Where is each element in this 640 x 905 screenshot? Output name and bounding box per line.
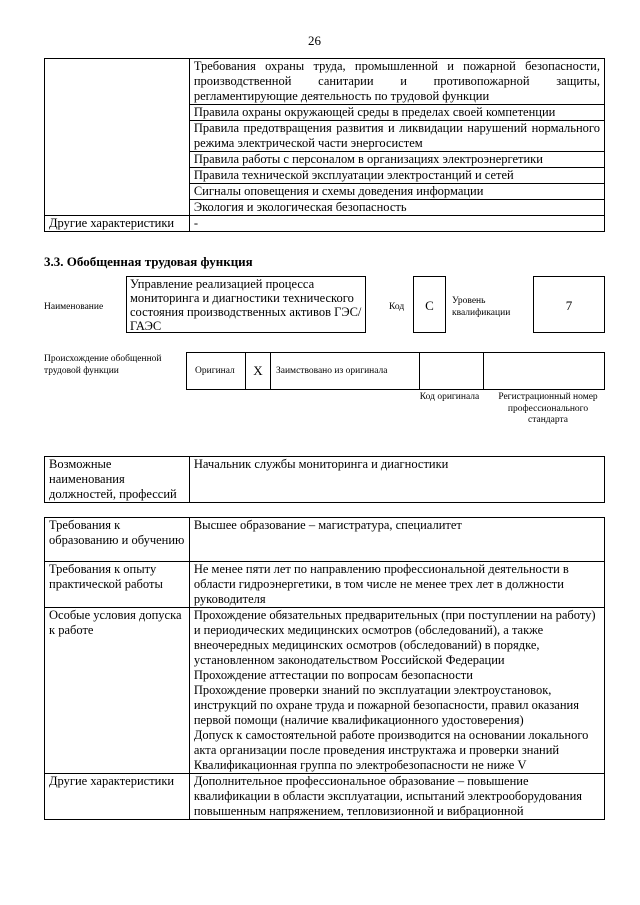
code-original-caption: Код оригинала [419,392,480,402]
other-characteristics-label: Другие характеристики [45,216,190,232]
admission-line: Прохождение аттестации по вопросам безопасности [193,668,473,682]
code-label: Код [389,302,405,312]
knowledge-item: Правила технической эксплуатации электростанций и сетей [189,168,604,184]
reg-number-caption: Регистрационный номер профессионального стандарта [498,392,598,425]
section-heading: 3.3. Обобщенная трудовая функция [44,254,253,269]
requirements-table [44,517,605,820]
knowledge-item: Требования охраны труда, промышленной и пожарной безопасности, производственной санитарии и противопожарной защиты, регламентирующие деятельность по трудовой функции [189,59,604,105]
knowledge-item: Сигналы оповещения и схемы доведения информации [189,184,604,200]
admission-line: Допуск к самостоятельной работе производится на основании локального акта организации после проведения инструктажа и проверки знаний [193,728,589,757]
level-value-box: 7 [533,276,605,333]
code-original-cell [419,353,484,389]
original-mark: X [245,353,271,389]
origin-row [186,352,605,390]
original-label: Оригинал [195,366,235,376]
admission-label: Особые условия допуска к работе [45,608,190,774]
knowledge-item: Экология и экологическая безопасность [189,200,604,216]
positions-value: Начальник службы мониторинга и диагностики [189,457,604,503]
other-characteristics-value: - [189,216,604,232]
knowledge-item: Правила охраны окружающей среды в пределах своей компетенции [189,105,604,121]
level-label: Уровень квалификации [452,296,511,318]
experience-label: Требования к опыту практической работы [45,562,190,608]
knowledge-item: Правила работы с персоналом в организациях электроэнергетики [189,152,604,168]
page-number: 26 [308,33,321,48]
name-label: Наименование [44,302,104,312]
other-label: Другие характеристики [45,774,190,820]
positions-table [44,456,605,503]
code-value-box: C [413,276,446,333]
origin-label: Происхождение обобщенной трудовой функции [44,354,162,376]
positions-label: Возможные наименования должностей, профессий [45,457,190,503]
education-value: Высшее образование – магистратура, специалитет [189,518,604,562]
borrowed-label: Заимствовано из оригинала [276,366,388,376]
other-value: Дополнительное профессиональное образование – повышение квалификации в области эксплуатации, испытаний электрооборудования повышенным напряжением, тепловизионной и вибрационной [189,774,604,820]
empty-label-cell [45,59,190,216]
education-label: Требования к образованию и обучению [45,518,190,562]
admission-line: Прохождение обязательных предварительных (при поступлении на работу) и периодических медицинских осмотров (обследований), а также внеочередных медицинских осмотров (обследований) в порядке, установленном законодательством Российской Федерации [193,608,596,667]
experience-value: Не менее пяти лет по направлению профессиональной деятельности в области гидроэнергетики, в том числе не менее трех лет в должности руководителя [189,562,604,608]
admission-line: Квалификационная группа по электробезопасности не ниже V [193,758,527,772]
knowledge-item: Правила предотвращения развития и ликвидации нарушений нормального режима электрической части энергосистем [189,121,604,152]
name-value-box: Управление реализацией процесса мониторинга и диагностики технического состояния производственных активов ГЭС/ГАЭС [126,276,366,333]
top-table [44,58,605,232]
admission-value [189,608,604,774]
admission-line: Прохождение проверки знаний по эксплуатации электроустановок, инструкций по охране труда и пожарной безопасности, правил оказания первой помощи (наличие квалификационного удостоверения) [193,683,579,727]
